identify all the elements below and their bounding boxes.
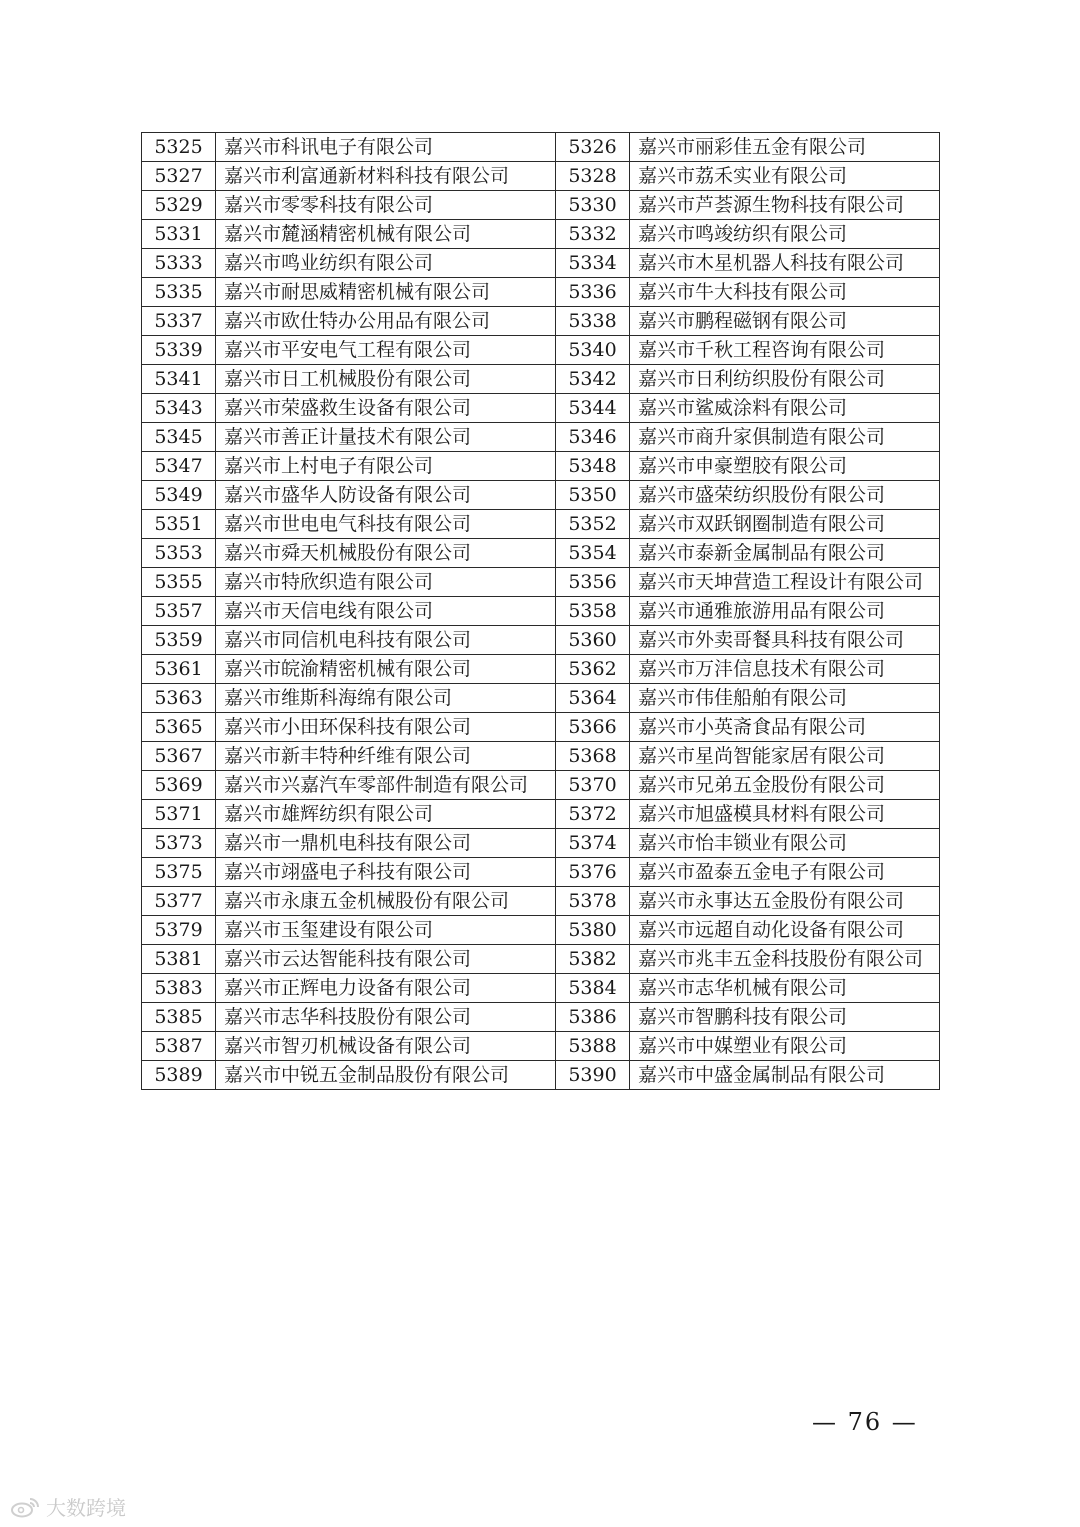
- row-number-cell: 5342: [556, 365, 630, 394]
- row-number-cell: 5360: [556, 626, 630, 655]
- table-row: [142, 858, 940, 887]
- company-name-cell: 嘉兴市鸣竣纺织有限公司: [630, 220, 940, 249]
- row-number-cell: 5377: [142, 887, 216, 916]
- row-number-cell: 5326: [556, 133, 630, 162]
- company-name-cell: 嘉兴市志华机械有限公司: [630, 974, 940, 1003]
- company-name-cell: 嘉兴市永康五金机械股份有限公司: [216, 887, 556, 916]
- company-name-cell: 嘉兴市智刃机械设备有限公司: [216, 1032, 556, 1061]
- row-number-cell: 5329: [142, 191, 216, 220]
- company-name-cell: 嘉兴市远超自动化设备有限公司: [630, 916, 940, 945]
- company-name-cell: 嘉兴市耐思威精密机械有限公司: [216, 278, 556, 307]
- table-row: [142, 162, 940, 191]
- watermark: [10, 1492, 126, 1521]
- table-row: [142, 191, 940, 220]
- row-number-cell: 5339: [142, 336, 216, 365]
- company-name-cell: 嘉兴市维斯科海绵有限公司: [216, 684, 556, 713]
- company-name-cell: 嘉兴市志华科技股份有限公司: [216, 1003, 556, 1032]
- company-name-cell: 嘉兴市特欣织造有限公司: [216, 568, 556, 597]
- row-number-cell: 5386: [556, 1003, 630, 1032]
- row-number-cell: 5366: [556, 713, 630, 742]
- row-number-cell: 5334: [556, 249, 630, 278]
- company-name-cell: 嘉兴市皖渝精密机械有限公司: [216, 655, 556, 684]
- table-row: [142, 336, 940, 365]
- row-number-cell: 5372: [556, 800, 630, 829]
- table-row: [142, 597, 940, 626]
- row-number-cell: 5381: [142, 945, 216, 974]
- watermark-text: 大数跨境: [46, 1496, 126, 1520]
- table-row: [142, 1061, 940, 1090]
- table-row: [142, 887, 940, 916]
- company-name-cell: 嘉兴市零零科技有限公司: [216, 191, 556, 220]
- row-number-cell: 5343: [142, 394, 216, 423]
- row-number-cell: 5390: [556, 1061, 630, 1090]
- table-row: [142, 945, 940, 974]
- company-name-cell: 嘉兴市中媒塑业有限公司: [630, 1032, 940, 1061]
- row-number-cell: 5337: [142, 307, 216, 336]
- table-body: [142, 133, 940, 1090]
- company-name-cell: 嘉兴市欧仕特办公用品有限公司: [216, 307, 556, 336]
- row-number-cell: 5378: [556, 887, 630, 916]
- row-number-cell: 5364: [556, 684, 630, 713]
- table-row: [142, 278, 940, 307]
- company-name-cell: 嘉兴市旭盛模具材料有限公司: [630, 800, 940, 829]
- table-row: [142, 510, 940, 539]
- table-row: [142, 974, 940, 1003]
- company-name-cell: 嘉兴市天信电线有限公司: [216, 597, 556, 626]
- company-name-cell: 嘉兴市小田环保科技有限公司: [216, 713, 556, 742]
- company-name-cell: 嘉兴市通雅旅游用品有限公司: [630, 597, 940, 626]
- table-row: [142, 626, 940, 655]
- row-number-cell: 5328: [556, 162, 630, 191]
- company-name-cell: 嘉兴市中盛金属制品有限公司: [630, 1061, 940, 1090]
- row-number-cell: 5380: [556, 916, 630, 945]
- company-name-cell: 嘉兴市日利纺织股份有限公司: [630, 365, 940, 394]
- row-number-cell: 5358: [556, 597, 630, 626]
- company-name-cell: 嘉兴市云达智能科技有限公司: [216, 945, 556, 974]
- company-name-cell: 嘉兴市外卖哥餐具科技有限公司: [630, 626, 940, 655]
- row-number-cell: 5376: [556, 858, 630, 887]
- company-name-cell: 嘉兴市申豪塑胶有限公司: [630, 452, 940, 481]
- company-name-cell: 嘉兴市荣盛救生设备有限公司: [216, 394, 556, 423]
- company-name-cell: 嘉兴市万沣信息技术有限公司: [630, 655, 940, 684]
- company-name-cell: 嘉兴市善正计量技术有限公司: [216, 423, 556, 452]
- row-number-cell: 5340: [556, 336, 630, 365]
- company-name-cell: 嘉兴市永事达五金股份有限公司: [630, 887, 940, 916]
- row-number-cell: 5346: [556, 423, 630, 452]
- row-number-cell: 5371: [142, 800, 216, 829]
- company-name-cell: 嘉兴市平安电气工程有限公司: [216, 336, 556, 365]
- company-name-cell: 嘉兴市一鼎机电科技有限公司: [216, 829, 556, 858]
- company-name-cell: 嘉兴市丽彩佳五金有限公司: [630, 133, 940, 162]
- table-row: [142, 481, 940, 510]
- row-number-cell: 5356: [556, 568, 630, 597]
- company-name-cell: 嘉兴市千秋工程咨询有限公司: [630, 336, 940, 365]
- table-row: [142, 452, 940, 481]
- row-number-cell: 5385: [142, 1003, 216, 1032]
- company-name-cell: 嘉兴市世电电气科技有限公司: [216, 510, 556, 539]
- row-number-cell: 5345: [142, 423, 216, 452]
- table-row: [142, 365, 940, 394]
- company-name-cell: 嘉兴市怡丰锁业有限公司: [630, 829, 940, 858]
- row-number-cell: 5327: [142, 162, 216, 191]
- row-number-cell: 5361: [142, 655, 216, 684]
- table-row: [142, 539, 940, 568]
- row-number-cell: 5363: [142, 684, 216, 713]
- row-number-cell: 5325: [142, 133, 216, 162]
- row-number-cell: 5367: [142, 742, 216, 771]
- row-number-cell: 5350: [556, 481, 630, 510]
- row-number-cell: 5353: [142, 539, 216, 568]
- company-name-cell: 嘉兴市伟佳船舶有限公司: [630, 684, 940, 713]
- company-name-cell: 嘉兴市玉玺建设有限公司: [216, 916, 556, 945]
- row-number-cell: 5365: [142, 713, 216, 742]
- row-number-cell: 5379: [142, 916, 216, 945]
- company-name-cell: 嘉兴市泰新金属制品有限公司: [630, 539, 940, 568]
- company-name-cell: 嘉兴市商升家俱制造有限公司: [630, 423, 940, 452]
- row-number-cell: 5384: [556, 974, 630, 1003]
- row-number-cell: 5357: [142, 597, 216, 626]
- row-number-cell: 5341: [142, 365, 216, 394]
- company-name-cell: 嘉兴市鲨威涂料有限公司: [630, 394, 940, 423]
- company-name-cell: 嘉兴市芦荟源生物科技有限公司: [630, 191, 940, 220]
- row-number-cell: 5370: [556, 771, 630, 800]
- company-name-cell: 嘉兴市星尚智能家居有限公司: [630, 742, 940, 771]
- row-number-cell: 5382: [556, 945, 630, 974]
- table-row: [142, 423, 940, 452]
- company-name-cell: 嘉兴市舜天机械股份有限公司: [216, 539, 556, 568]
- table-row: [142, 394, 940, 423]
- table-row: [142, 1003, 940, 1032]
- table-row: [142, 655, 940, 684]
- company-table: [141, 132, 940, 1090]
- table-row: [142, 568, 940, 597]
- table-row: [142, 916, 940, 945]
- table-row: [142, 800, 940, 829]
- row-number-cell: 5355: [142, 568, 216, 597]
- row-number-cell: 5336: [556, 278, 630, 307]
- row-number-cell: 5362: [556, 655, 630, 684]
- company-name-cell: 嘉兴市木星机器人科技有限公司: [630, 249, 940, 278]
- page-number: — 76 —: [812, 1408, 918, 1436]
- row-number-cell: 5333: [142, 249, 216, 278]
- company-name-cell: 嘉兴市雄辉纺织有限公司: [216, 800, 556, 829]
- company-name-cell: 嘉兴市科讯电子有限公司: [216, 133, 556, 162]
- row-number-cell: 5354: [556, 539, 630, 568]
- row-number-cell: 5349: [142, 481, 216, 510]
- company-name-cell: 嘉兴市牛大科技有限公司: [630, 278, 940, 307]
- company-name-cell: 嘉兴市利富通新材料科技有限公司: [216, 162, 556, 191]
- row-number-cell: 5335: [142, 278, 216, 307]
- row-number-cell: 5344: [556, 394, 630, 423]
- company-name-cell: 嘉兴市兄弟五金股份有限公司: [630, 771, 940, 800]
- company-name-cell: 嘉兴市荔禾实业有限公司: [630, 162, 940, 191]
- table-row: [142, 713, 940, 742]
- table-row: [142, 133, 940, 162]
- company-name-cell: 嘉兴市双跃钢圈制造有限公司: [630, 510, 940, 539]
- row-number-cell: 5330: [556, 191, 630, 220]
- company-name-cell: 嘉兴市盈泰五金电子有限公司: [630, 858, 940, 887]
- table-row: [142, 249, 940, 278]
- company-name-cell: 嘉兴市鸣业纺织有限公司: [216, 249, 556, 278]
- company-name-cell: 嘉兴市中锐五金制品股份有限公司: [216, 1061, 556, 1090]
- table-row: [142, 742, 940, 771]
- table-row: [142, 771, 940, 800]
- row-number-cell: 5338: [556, 307, 630, 336]
- company-name-cell: 嘉兴市新丰特种纤维有限公司: [216, 742, 556, 771]
- company-name-cell: 嘉兴市盛荣纺织股份有限公司: [630, 481, 940, 510]
- row-number-cell: 5374: [556, 829, 630, 858]
- row-number-cell: 5348: [556, 452, 630, 481]
- row-number-cell: 5383: [142, 974, 216, 1003]
- company-name-cell: 嘉兴市盛华人防设备有限公司: [216, 481, 556, 510]
- table-row: [142, 220, 940, 249]
- row-number-cell: 5369: [142, 771, 216, 800]
- row-number-cell: 5347: [142, 452, 216, 481]
- row-number-cell: 5368: [556, 742, 630, 771]
- company-name-cell: 嘉兴市智鹏科技有限公司: [630, 1003, 940, 1032]
- weibo-logo-icon: [10, 1496, 40, 1518]
- company-name-cell: 嘉兴市兴嘉汽车零部件制造有限公司: [216, 771, 556, 800]
- row-number-cell: 5375: [142, 858, 216, 887]
- row-number-cell: 5331: [142, 220, 216, 249]
- company-name-cell: 嘉兴市翊盛电子科技有限公司: [216, 858, 556, 887]
- row-number-cell: 5332: [556, 220, 630, 249]
- row-number-cell: 5359: [142, 626, 216, 655]
- row-number-cell: 5387: [142, 1032, 216, 1061]
- table-row: [142, 829, 940, 858]
- row-number-cell: 5389: [142, 1061, 216, 1090]
- row-number-cell: 5352: [556, 510, 630, 539]
- table-row: [142, 1032, 940, 1061]
- company-name-cell: 嘉兴市日工机械股份有限公司: [216, 365, 556, 394]
- company-name-cell: 嘉兴市同信机电科技有限公司: [216, 626, 556, 655]
- company-name-cell: 嘉兴市小英斋食品有限公司: [630, 713, 940, 742]
- company-name-cell: 嘉兴市天坤营造工程设计有限公司: [630, 568, 940, 597]
- company-name-cell: 嘉兴市兆丰五金科技股份有限公司: [630, 945, 940, 974]
- row-number-cell: 5373: [142, 829, 216, 858]
- company-name-cell: 嘉兴市上村电子有限公司: [216, 452, 556, 481]
- company-name-cell: 嘉兴市正辉电力设备有限公司: [216, 974, 556, 1003]
- table-row: [142, 307, 940, 336]
- company-name-cell: 嘉兴市鹏程磁钢有限公司: [630, 307, 940, 336]
- company-name-cell: 嘉兴市麓涵精密机械有限公司: [216, 220, 556, 249]
- row-number-cell: 5388: [556, 1032, 630, 1061]
- table-row: [142, 684, 940, 713]
- row-number-cell: 5351: [142, 510, 216, 539]
